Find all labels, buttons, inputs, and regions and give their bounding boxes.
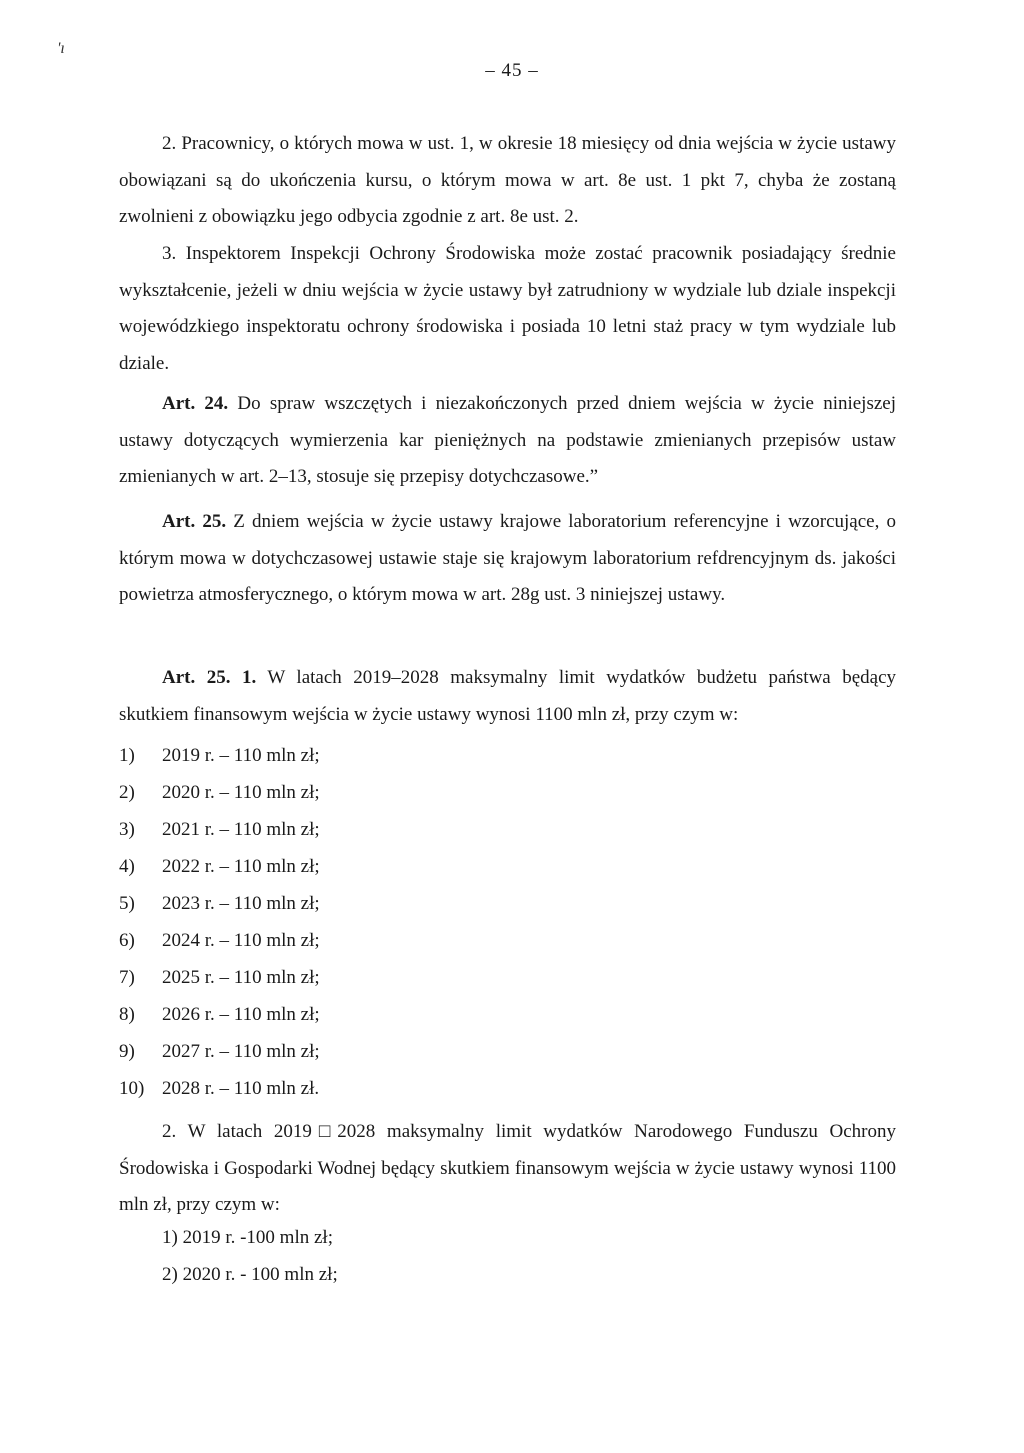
article-text: W latach 2019–2028 maksymalny limit wydatków budżetu państwa będący skutkiem finansowym wejścia w życie ustawy wynosi 1100 mln zł, przy czym w: — [119, 667, 897, 725]
article-label: Art. 25. 1. — [162, 667, 257, 688]
list-item — [119, 1077, 319, 1101]
list-text: 2019 r. – 110 mln zł; — [162, 745, 320, 766]
page-number: – 45 – — [485, 60, 539, 81]
paragraph-inspektorem — [119, 236, 896, 382]
list-text: 2022 r. – 110 mln zł; — [162, 856, 320, 877]
list-number: 7) — [119, 967, 135, 988]
list-item — [119, 966, 320, 990]
list-number: 10) — [119, 1078, 145, 1099]
paragraph-text: 2. Pracownicy, o których mowa w ust. 1, w okresie 18 miesięcy od dnia wejścia w życie ustawy obowiązani są do ukończenia kursu, o którym mowa w art. 8e ust. 1 pkt 7, chyba że zostaną zwolnieni z obowiązku jego odbycia zgodnie z art. 8e ust. 2. — [119, 133, 896, 227]
list-item — [119, 855, 320, 879]
paragraph-text: 3. Inspektorem Inspekcji Ochrony Środowiska może zostać pracownik posiadający średnie wykształcenie, jeżeli w dniu wejścia w życie ustawy był zatrudniony w wydziale lub dziale inspekcji wojewódzkiego inspektoratu ochrony środowiska i posiada 10 letni staż pracy w tym wydziale lub dziale. — [119, 243, 896, 374]
list-text: 2026 r. – 110 mln zł; — [162, 1004, 320, 1025]
article-24-body — [119, 386, 896, 496]
list-number: 2) — [119, 782, 135, 803]
paragraph-fundusz — [119, 1114, 896, 1224]
sublist-item: 2) 2020 r. - 100 mln zł; — [162, 1264, 338, 1285]
list-text: 2027 r. – 110 mln zł; — [162, 1041, 320, 1062]
list-text: 2025 r. – 110 mln zł; — [162, 967, 320, 988]
article-25 — [119, 504, 896, 614]
article-label: Art. 25. — [162, 511, 227, 532]
list-number: 6) — [119, 930, 135, 951]
list-item — [119, 1003, 320, 1027]
corner-mark: 'ı — [57, 40, 65, 57]
list-number: 8) — [119, 1004, 135, 1025]
article-24 — [119, 386, 896, 496]
paragraph-pracownicy — [119, 126, 896, 236]
list-item — [119, 818, 320, 842]
article-label: Art. 24. — [162, 393, 229, 414]
list-number: 1) — [119, 745, 135, 766]
list-item — [119, 929, 320, 953]
list-number: 4) — [119, 856, 135, 877]
list-text: 2023 r. – 110 mln zł; — [162, 893, 320, 914]
list-text: 2024 r. – 110 mln zł; — [162, 930, 320, 951]
article-25-body — [119, 504, 896, 614]
list-number: 3) — [119, 819, 135, 840]
list-item — [119, 744, 320, 768]
list-number: 9) — [119, 1041, 135, 1062]
list-text: 2028 r. – 110 mln zł. — [162, 1078, 320, 1099]
list-text: 2021 r. – 110 mln zł; — [162, 819, 320, 840]
list-text: 2020 r. – 110 mln zł; — [162, 782, 320, 803]
paragraph-text: 2. W latach 2019□2028 maksymalny limit wydatków Narodowego Funduszu Ochrony Środowiska i Gospodarki Wodnej będący skutkiem finansowym wejścia w życie ustawy wynosi 1100 mln zł, przy czym w: — [119, 1121, 896, 1215]
article-text: Z dniem wejścia w życie ustawy krajowe laboratorium referencyjne i wzorcujące, o którym mowa w dotychczasowej ustawie staje się krajowym laboratorium refdrencyjnym ds. jakości powietrza atmosferycznego, o którym mowa w art. 28g ust. 3 niniejszej ustawy. — [119, 511, 896, 605]
sublist-item: 1) 2019 r. -100 mln zł; — [162, 1227, 333, 1248]
list-item — [119, 781, 320, 805]
list-number: 5) — [119, 893, 135, 914]
list-item — [119, 892, 320, 916]
article-text: Do spraw wszczętych i niezakończonych przed dniem wejścia w życie niniejszej ustawy dotyczących wymierzenia kar pieniężnych na podstawie zmienianych przepisów ustaw zmienianych w art. 2–13, stosuje się przepisy dotychczasowe.” — [119, 393, 896, 487]
article-25-1 — [119, 660, 896, 733]
article-25-1-body — [119, 660, 896, 733]
list-item — [119, 1040, 320, 1064]
